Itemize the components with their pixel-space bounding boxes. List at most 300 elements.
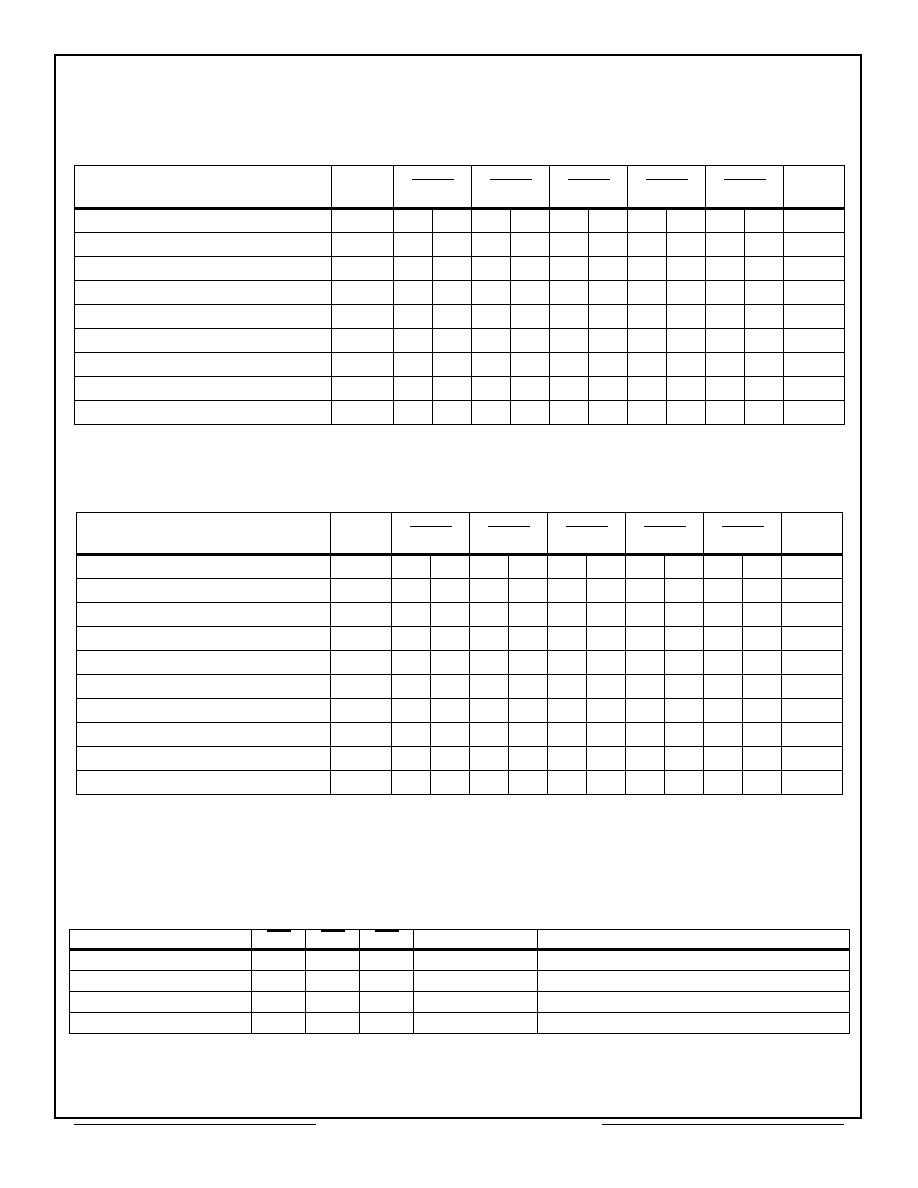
- table-cell: [548, 651, 587, 675]
- table-cell: [704, 627, 743, 651]
- header-cell-group: [628, 166, 706, 209]
- table-row: [75, 329, 845, 353]
- table-cell: [548, 555, 587, 579]
- table-cell: [332, 281, 394, 305]
- table-cell: [252, 1013, 306, 1034]
- table-cell: [667, 305, 706, 329]
- table-cell: [587, 627, 626, 651]
- table-cell: [626, 723, 665, 747]
- table-cell: [784, 281, 845, 305]
- table-cell: [75, 233, 332, 257]
- header-cell-group: [252, 930, 306, 950]
- table-cell: [667, 377, 706, 401]
- header-dash: [566, 526, 608, 527]
- table-cell: [743, 723, 782, 747]
- table-cell: [550, 305, 589, 329]
- table-cell: [628, 353, 667, 377]
- table-cell: [665, 603, 704, 627]
- table-cell: [667, 401, 706, 425]
- table-cell: [784, 353, 845, 377]
- table-row: [77, 603, 843, 627]
- header-cell-group: [706, 166, 784, 209]
- table-cell: [704, 651, 743, 675]
- table-row: [77, 675, 843, 699]
- table-cell: [433, 305, 472, 329]
- table-cell: [587, 675, 626, 699]
- table-cell: [589, 233, 628, 257]
- table-cell: [470, 603, 509, 627]
- table-cell: [509, 675, 548, 699]
- table-cell: [394, 305, 433, 329]
- table-cell: [509, 747, 548, 771]
- table-cell: [665, 651, 704, 675]
- table-cell: [472, 209, 511, 233]
- table-cell: [332, 305, 394, 329]
- table-cell: [77, 675, 331, 699]
- header-cell-group: [470, 513, 548, 555]
- table-cell: [472, 281, 511, 305]
- header-dash: [267, 930, 291, 932]
- table-cell: [331, 627, 392, 651]
- table-cell: [782, 699, 843, 723]
- table-cell: [394, 401, 433, 425]
- table-row: [75, 209, 845, 233]
- table-cell: [433, 257, 472, 281]
- header-dash: [646, 179, 688, 180]
- table-cell: [511, 233, 550, 257]
- table-cell: [782, 603, 843, 627]
- table-cell: [331, 747, 392, 771]
- table-cell: [392, 555, 431, 579]
- table-cell: [431, 771, 470, 795]
- table-cell: [431, 651, 470, 675]
- table-cell: [472, 305, 511, 329]
- table-cell: [628, 329, 667, 353]
- header-dash: [722, 526, 764, 527]
- table-cell: [331, 675, 392, 699]
- table-cell: [626, 651, 665, 675]
- table-cell: [470, 651, 509, 675]
- header-dash: [410, 526, 452, 527]
- table-cell: [743, 555, 782, 579]
- table-row: [75, 281, 845, 305]
- table-cell: [509, 555, 548, 579]
- table-cell: [667, 281, 706, 305]
- table-cell: [706, 257, 745, 281]
- table-cell: [433, 233, 472, 257]
- table-cell: [470, 771, 509, 795]
- table-cell: [589, 209, 628, 233]
- table-cell: [332, 401, 394, 425]
- table-cell: [548, 579, 587, 603]
- table-row: [77, 699, 843, 723]
- table-cell: [394, 257, 433, 281]
- table-cell: [509, 699, 548, 723]
- table-cell: [745, 209, 784, 233]
- table-cell: [706, 353, 745, 377]
- table-cell: [626, 603, 665, 627]
- table-cell: [433, 377, 472, 401]
- table-cell: [392, 579, 431, 603]
- table-cell: [306, 971, 360, 992]
- table-cell: [392, 675, 431, 699]
- table-cell: [706, 305, 745, 329]
- header-cell-group: [548, 513, 626, 555]
- form-table-three: [69, 929, 850, 1034]
- table-cell: [745, 353, 784, 377]
- table-cell: [550, 353, 589, 377]
- table-cell: [332, 257, 394, 281]
- table-cell: [743, 651, 782, 675]
- table-row: [70, 950, 850, 971]
- table-cell: [589, 305, 628, 329]
- table-cell: [75, 209, 332, 233]
- table-cell: [306, 992, 360, 1013]
- table-cell: [704, 579, 743, 603]
- table-cell: [538, 992, 850, 1013]
- header-cell-group: [550, 166, 628, 209]
- table-header-row: [77, 513, 843, 555]
- table-cell: [433, 329, 472, 353]
- footer-rule-right: [602, 1124, 844, 1125]
- table-cell: [548, 699, 587, 723]
- table-cell: [587, 651, 626, 675]
- table-cell: [509, 603, 548, 627]
- table-cell: [511, 401, 550, 425]
- table-cell: [665, 675, 704, 699]
- table-cell: [360, 992, 414, 1013]
- table-cell: [470, 675, 509, 699]
- header-dash: [490, 179, 532, 180]
- table-cell: [394, 233, 433, 257]
- table-cell: [77, 747, 331, 771]
- table-cell: [665, 747, 704, 771]
- table-cell: [628, 377, 667, 401]
- header-cell: [331, 513, 392, 555]
- table-cell: [75, 377, 332, 401]
- table-cell: [745, 377, 784, 401]
- header-cell: [782, 513, 843, 555]
- table-cell: [509, 723, 548, 747]
- table-row: [75, 233, 845, 257]
- table-cell: [628, 257, 667, 281]
- table-cell: [784, 233, 845, 257]
- table-cell: [665, 723, 704, 747]
- table-cell: [360, 971, 414, 992]
- table-cell: [332, 329, 394, 353]
- table-cell: [331, 651, 392, 675]
- table-row: [77, 747, 843, 771]
- table-cell: [472, 257, 511, 281]
- table-cell: [75, 329, 332, 353]
- table-header-row: [75, 166, 845, 209]
- table-cell: [589, 281, 628, 305]
- table-cell: [626, 771, 665, 795]
- table-cell: [784, 377, 845, 401]
- table-cell: [745, 281, 784, 305]
- table-cell: [626, 555, 665, 579]
- table-cell: [745, 329, 784, 353]
- table-cell: [665, 771, 704, 795]
- table-row: [70, 992, 850, 1013]
- table-cell: [548, 675, 587, 699]
- table-cell: [392, 651, 431, 675]
- table-cell: [252, 971, 306, 992]
- table-cell: [628, 233, 667, 257]
- table-cell: [77, 651, 331, 675]
- table-cell: [472, 401, 511, 425]
- table-cell: [472, 329, 511, 353]
- header-dash: [375, 930, 399, 932]
- table-cell: [667, 257, 706, 281]
- table-cell: [704, 603, 743, 627]
- table-row: [77, 771, 843, 795]
- table-cell: [704, 747, 743, 771]
- table-cell: [667, 233, 706, 257]
- table-cell: [667, 209, 706, 233]
- table-cell: [70, 1013, 252, 1034]
- header-cell: [332, 166, 394, 209]
- table-cell: [470, 723, 509, 747]
- header-cell-group: [392, 513, 470, 555]
- table-row: [77, 555, 843, 579]
- table-cell: [587, 603, 626, 627]
- table-cell: [75, 401, 332, 425]
- header-dash: [724, 179, 766, 180]
- footer-rule-left: [74, 1124, 316, 1125]
- header-cell-group: [704, 513, 782, 555]
- table-cell: [414, 1013, 538, 1034]
- table-row: [77, 579, 843, 603]
- header-cell-description: [70, 930, 252, 950]
- form-table-one: [74, 165, 845, 425]
- table-cell: [704, 675, 743, 699]
- table-cell: [511, 281, 550, 305]
- table-row: [75, 401, 845, 425]
- table-cell: [550, 209, 589, 233]
- header-cell-group: [472, 166, 550, 209]
- table-cell: [743, 603, 782, 627]
- table-cell: [70, 950, 252, 971]
- table-cell: [782, 771, 843, 795]
- table-cell: [511, 329, 550, 353]
- table-cell: [743, 627, 782, 651]
- header-cell: [414, 930, 538, 950]
- table-cell: [433, 353, 472, 377]
- table-cell: [538, 971, 850, 992]
- table-cell: [587, 555, 626, 579]
- table-cell: [667, 353, 706, 377]
- table-cell: [394, 353, 433, 377]
- table-cell: [431, 555, 470, 579]
- table-cell: [252, 992, 306, 1013]
- table-cell: [589, 329, 628, 353]
- table-cell: [743, 699, 782, 723]
- table-cell: [431, 675, 470, 699]
- table-cell: [782, 555, 843, 579]
- header-cell-description: [77, 513, 331, 555]
- table-cell: [782, 579, 843, 603]
- table-cell: [548, 603, 587, 627]
- table-cell: [743, 675, 782, 699]
- table-cell: [628, 209, 667, 233]
- table-cell: [392, 699, 431, 723]
- table-cell: [626, 627, 665, 651]
- table-cell: [628, 305, 667, 329]
- table-cell: [252, 950, 306, 971]
- table-cell: [587, 699, 626, 723]
- header-cell-group: [394, 166, 472, 209]
- table-cell: [392, 723, 431, 747]
- table-cell: [704, 555, 743, 579]
- table-cell: [332, 377, 394, 401]
- table-cell: [706, 377, 745, 401]
- table-cell: [587, 579, 626, 603]
- table-cell: [511, 209, 550, 233]
- table-cell: [414, 992, 538, 1013]
- table-cell: [509, 771, 548, 795]
- table-cell: [626, 675, 665, 699]
- table-cell: [509, 651, 548, 675]
- table-cell: [706, 233, 745, 257]
- header-dash: [644, 526, 686, 527]
- table-cell: [665, 555, 704, 579]
- table-cell: [392, 603, 431, 627]
- table-cell: [331, 555, 392, 579]
- table-cell: [782, 627, 843, 651]
- table-cell: [392, 747, 431, 771]
- table-row: [70, 971, 850, 992]
- header-cell-description: [75, 166, 332, 209]
- table-cell: [331, 603, 392, 627]
- table-cell: [745, 257, 784, 281]
- table-cell: [628, 281, 667, 305]
- table-cell: [782, 723, 843, 747]
- table-cell: [589, 377, 628, 401]
- table-cell: [626, 699, 665, 723]
- table-cell: [782, 747, 843, 771]
- table-cell: [511, 305, 550, 329]
- table-row: [77, 651, 843, 675]
- table-cell: [431, 603, 470, 627]
- table-cell: [704, 723, 743, 747]
- table-cell: [706, 329, 745, 353]
- table-cell: [331, 723, 392, 747]
- table-cell: [77, 603, 331, 627]
- table-cell: [306, 1013, 360, 1034]
- table-cell: [509, 627, 548, 651]
- table-cell: [784, 329, 845, 353]
- table-cell: [332, 353, 394, 377]
- table-row: [75, 377, 845, 401]
- table-cell: [360, 950, 414, 971]
- table-cell: [75, 305, 332, 329]
- header-cell-group: [626, 513, 704, 555]
- table-cell: [331, 579, 392, 603]
- table-cell: [433, 401, 472, 425]
- table-cell: [470, 555, 509, 579]
- table-cell: [784, 209, 845, 233]
- table-cell: [782, 651, 843, 675]
- table-cell: [548, 771, 587, 795]
- table-cell: [472, 377, 511, 401]
- table-cell: [414, 971, 538, 992]
- table-cell: [587, 747, 626, 771]
- table-cell: [431, 699, 470, 723]
- table-cell: [332, 209, 394, 233]
- table-cell: [75, 257, 332, 281]
- table-cell: [394, 377, 433, 401]
- table-cell: [332, 233, 394, 257]
- table-cell: [433, 281, 472, 305]
- header-dash: [412, 179, 454, 180]
- table-header-row: [70, 930, 850, 950]
- table-cell: [77, 627, 331, 651]
- table-cell: [626, 747, 665, 771]
- table-cell: [706, 281, 745, 305]
- header-cell-group: [360, 930, 414, 950]
- table-cell: [550, 377, 589, 401]
- table-row: [70, 1013, 850, 1034]
- table-cell: [782, 675, 843, 699]
- table-cell: [589, 353, 628, 377]
- table-cell: [431, 579, 470, 603]
- table-cell: [538, 1013, 850, 1034]
- table-row: [75, 257, 845, 281]
- header-dash: [568, 179, 610, 180]
- table-cell: [706, 209, 745, 233]
- table-cell: [431, 723, 470, 747]
- table-cell: [77, 699, 331, 723]
- table-cell: [360, 1013, 414, 1034]
- table-cell: [511, 377, 550, 401]
- table-cell: [470, 579, 509, 603]
- table-row: [75, 305, 845, 329]
- table-cell: [587, 723, 626, 747]
- header-dash: [488, 526, 530, 527]
- table-cell: [626, 579, 665, 603]
- table-cell: [394, 281, 433, 305]
- table-cell: [392, 771, 431, 795]
- table-cell: [784, 401, 845, 425]
- table-cell: [706, 401, 745, 425]
- table-cell: [470, 699, 509, 723]
- table-cell: [306, 950, 360, 971]
- table-cell: [784, 305, 845, 329]
- table-cell: [431, 627, 470, 651]
- table-cell: [75, 281, 332, 305]
- table-cell: [394, 329, 433, 353]
- header-cell-group: [306, 930, 360, 950]
- header-cell: [784, 166, 845, 209]
- table-cell: [511, 353, 550, 377]
- table-cell: [745, 233, 784, 257]
- table-row: [77, 627, 843, 651]
- table-cell: [704, 699, 743, 723]
- table-cell: [743, 747, 782, 771]
- table-cell: [77, 555, 331, 579]
- header-cell-remarks: [538, 930, 850, 950]
- table-cell: [784, 257, 845, 281]
- table-cell: [470, 627, 509, 651]
- table-cell: [665, 579, 704, 603]
- table-cell: [548, 627, 587, 651]
- table-cell: [743, 771, 782, 795]
- table-row: [77, 723, 843, 747]
- header-dash: [321, 930, 345, 932]
- table-cell: [77, 723, 331, 747]
- table-cell: [392, 627, 431, 651]
